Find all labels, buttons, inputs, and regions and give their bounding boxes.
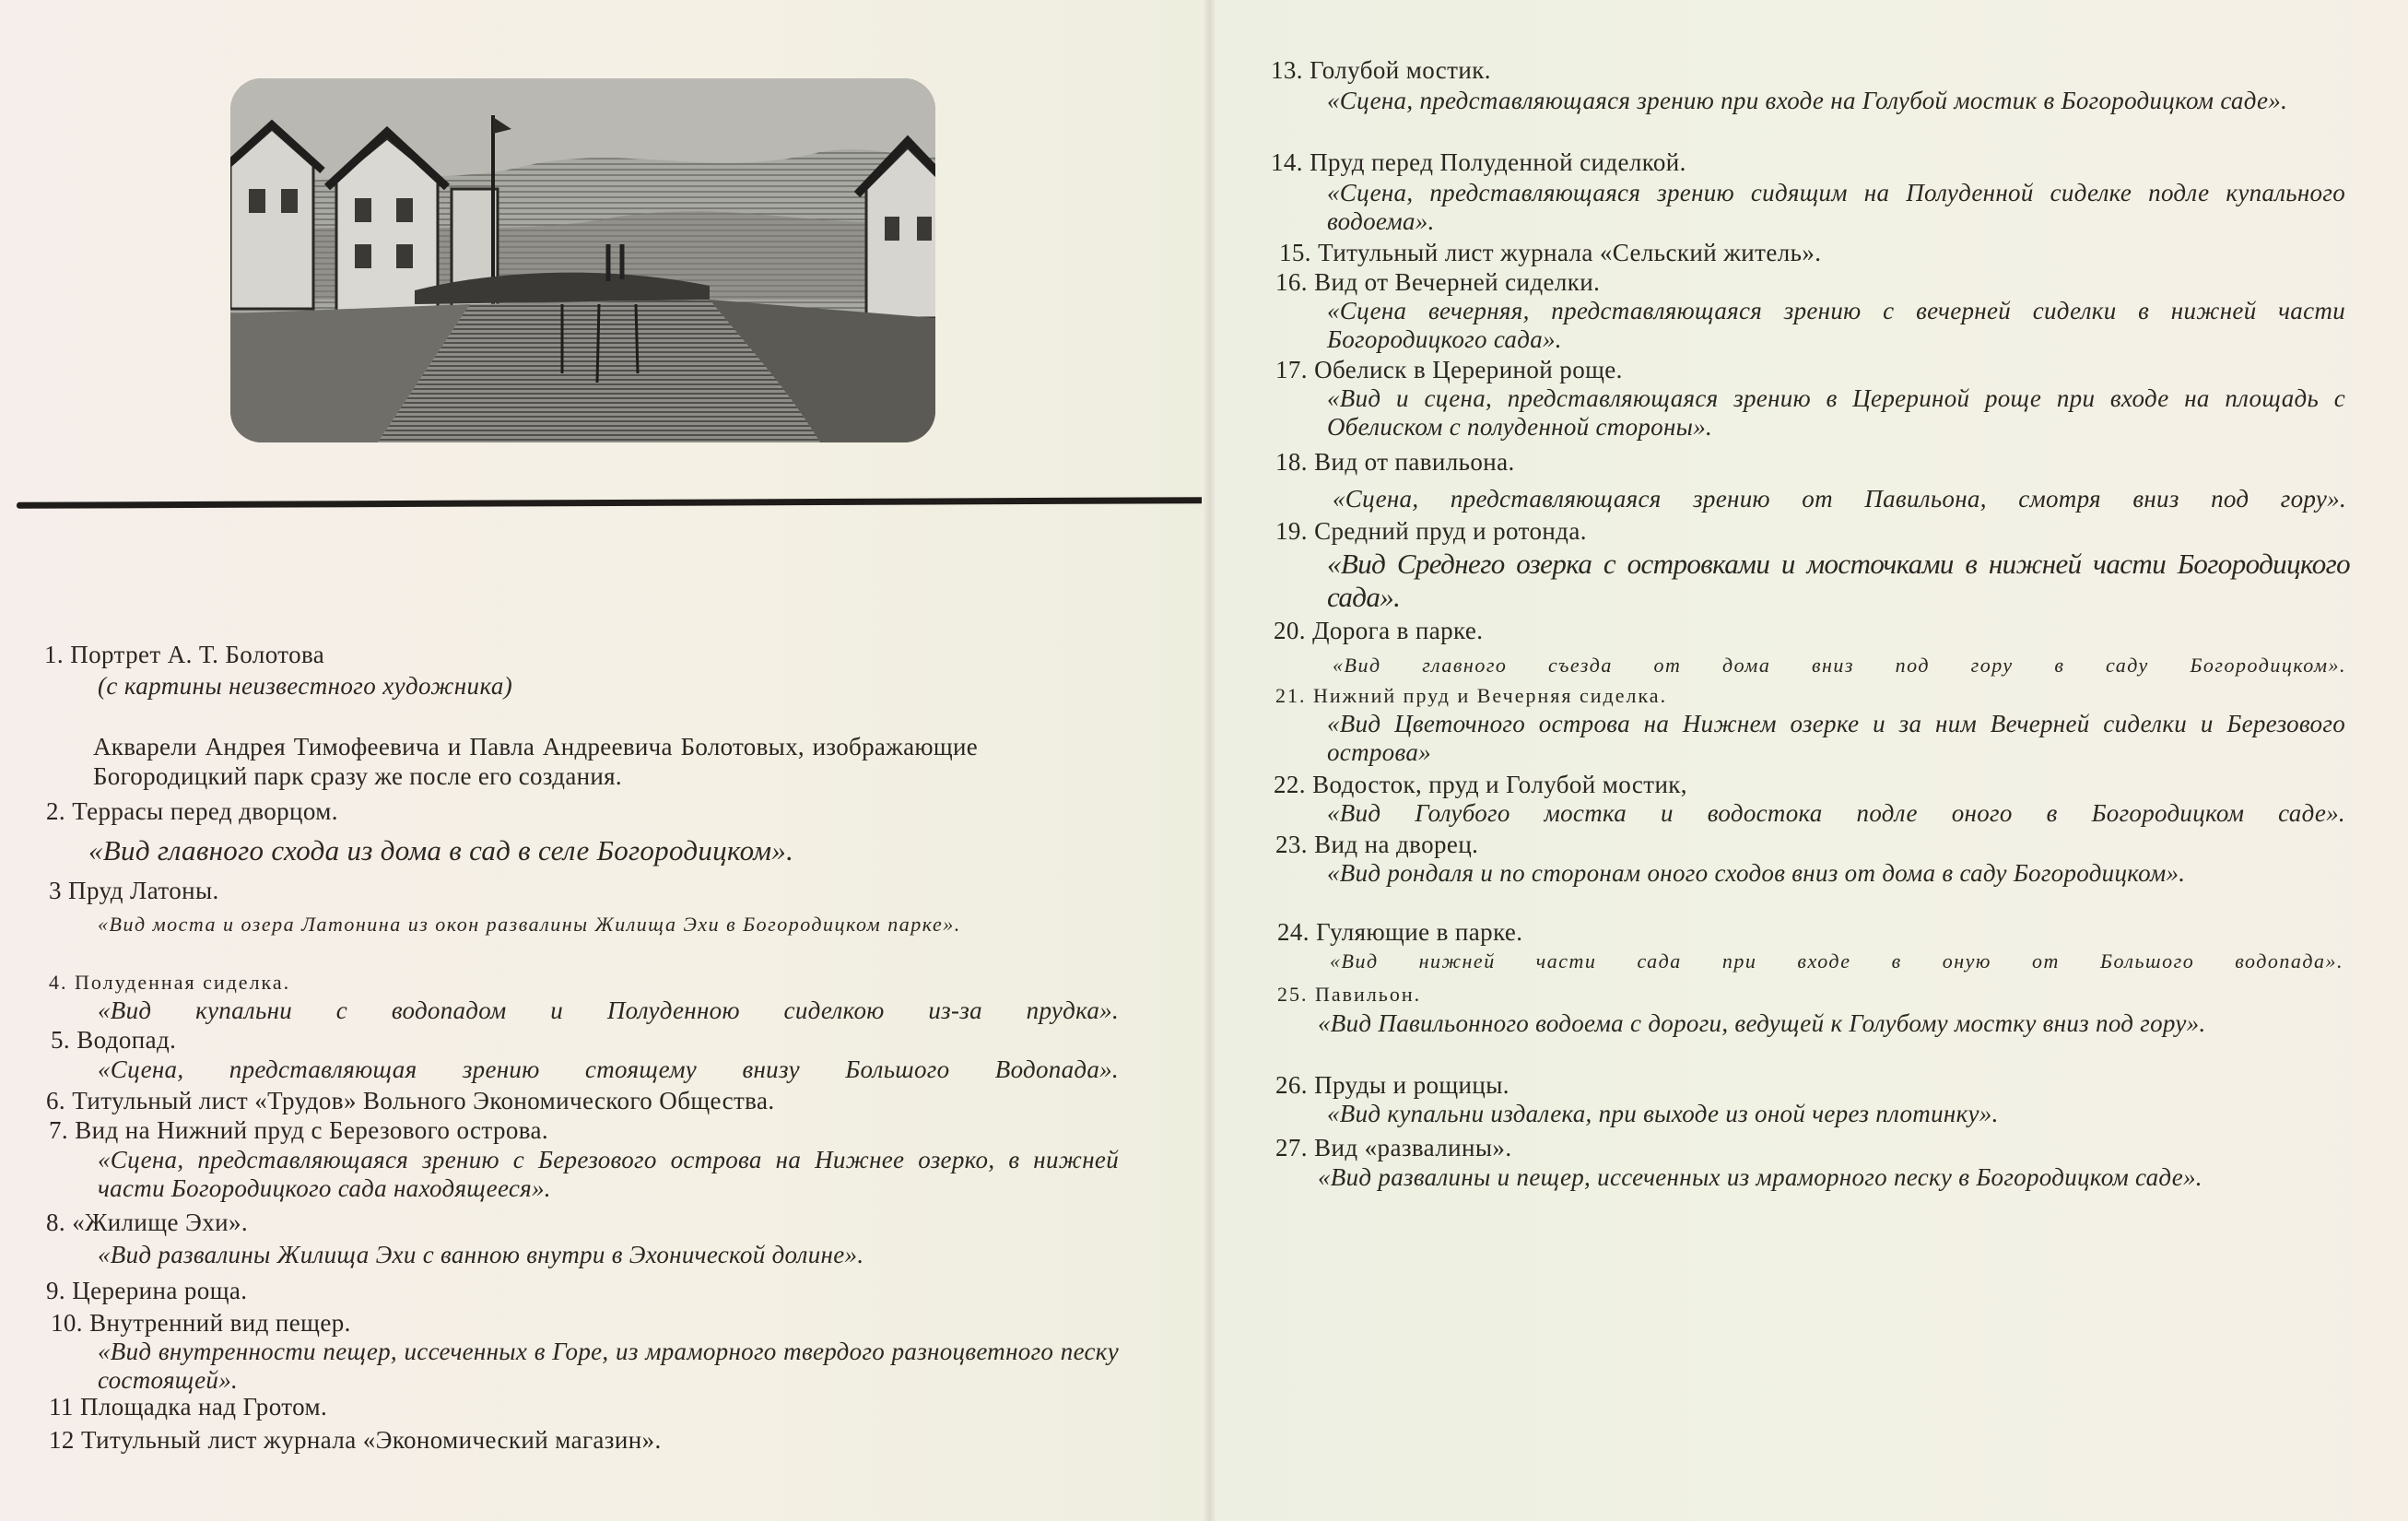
item-27-title: 27. Вид «развалины». — [1275, 1134, 1512, 1161]
item-4-title: 4. Полуденная сиделка. — [49, 971, 291, 994]
item-17-desc: «Вид и сцена, представляющаяся зрению в Церериной роще при входе на площадь с Обелиском с полуденной стороны». — [1327, 384, 2345, 441]
item-23-title: 23. Вид на дворец. — [1275, 831, 1479, 858]
item-22-title: 22. Водосток, пруд и Голубой мостик, — [1274, 771, 1687, 798]
item-7-desc: «Сцена, представляющаяся зрению с Березового острова на Нижнее озерко, в нижней части Богородицкого сада находящееся». — [98, 1146, 1119, 1202]
item-19-title: 19. Средний пруд и ротонда. — [1275, 517, 1587, 545]
item-17-title: 17. Обелиск в Церериной роще. — [1275, 356, 1623, 383]
item-21-desc: «Вид Цветочного острова на Нижнем озерке и за ним Вечерней сиделки и Березового острова» — [1327, 710, 2345, 766]
item-8-title: 8. «Жилище Эхи». — [46, 1209, 249, 1236]
item-9-title: 9. Церерина роща. — [46, 1277, 248, 1304]
right-page — [1215, 0, 2408, 1521]
item-1-title: 1. Портрет А. Т. Болотова — [44, 641, 325, 668]
item-2-title: 2. Террасы перед дворцом. — [46, 797, 338, 825]
item-13-title: 13. Голубой мостик. — [1271, 56, 1491, 84]
item-25-desc: «Вид Павильонного водоема с дороги, ведущей к Голубому мостку вниз под гору». — [1318, 1009, 2206, 1037]
item-11-title: 11 Площадка над Гротом. — [49, 1393, 328, 1421]
item-14-title: 14. Пруд перед Полуденной сиделкой. — [1271, 148, 1686, 176]
engraving-illustration — [230, 78, 935, 442]
item-3-desc: «Вид моста и озера Латонина из окон развалины Жилища Эхи в Богородицком парке». — [98, 913, 961, 936]
item-16-desc: «Сцена вечерняя, представляющаяся зрению с вечерней сиделки в нижней части Богородицкого сада». — [1327, 297, 2345, 353]
item-21-title: 21. Нижний пруд и Вечерняя сиделка. — [1275, 684, 1668, 707]
item-18-desc: «Сцена, представляющаяся зрению от Павильона, смотря вниз под гору». — [1333, 485, 2346, 513]
item-8-desc: «Вид развалины Жилища Эхи с ванною внутри в Эхонической долине». — [98, 1241, 864, 1268]
item-26-desc: «Вид купальни издалека, при выходе из оной через плотинку». — [1327, 1100, 1999, 1127]
item-10-desc: «Вид внутренности пещер, иссеченных в Горе, из мраморного твердого разноцветного песку состоящей». — [98, 1338, 1119, 1394]
item-7-title: 7. Вид на Нижний пруд с Березового острова. — [49, 1116, 549, 1144]
item-27-desc: «Вид развалины и пещер, иссеченных из мраморного песку в Богородицком саде». — [1318, 1163, 2202, 1191]
item-24-title: 24. Гуляющие в парке. — [1277, 918, 1523, 946]
item-5-desc: «Сцена, представляющая зрению стоящему внизу Большого Водопада». — [98, 1055, 1119, 1083]
item-24-desc: «Вид нижней части сада при входе в оную от Большого водопада». — [1330, 949, 2343, 973]
item-20-title: 20. Дорога в парке. — [1274, 617, 1484, 644]
item-18-title: 18. Вид от павильона. — [1275, 448, 1515, 476]
item-12-title: 12 Титульный лист журнала «Экономический магазин». — [49, 1426, 662, 1454]
item-23-desc: «Вид рондаля и по сторонам оного сходов вниз от дома в саду Богородицком». — [1327, 859, 2186, 887]
intro-text: Акварели Андрея Тимофеевича и Павла Андреевича Болотовых, изображающие Богородицкий парк сразу же после его создания. — [93, 733, 978, 790]
item-14-desc: «Сцена, представляющаяся зрению сидящим на Полуденной сиделке подле купального водоема». — [1327, 179, 2345, 235]
item-16-title: 16. Вид от Вечерней сиделки. — [1275, 268, 1601, 296]
item-25-title: 25. Павильон. — [1277, 983, 1422, 1006]
item-5-title: 5. Водопад. — [51, 1026, 177, 1054]
item-13-desc: «Сцена, представляющаяся зрению при входе на Голубой мостик в Богородицком саде». — [1327, 87, 2288, 114]
item-26-title: 26. Пруды и рощицы. — [1275, 1071, 1509, 1099]
horizontal-rule — [17, 497, 1207, 509]
item-19-desc: «Вид Среднего озерка с островками и мосточками в нижней части Богородицкого сада». — [1327, 548, 2350, 613]
item-6-title: 6. Титульный лист «Трудов» Вольного Экономического Общества. — [46, 1087, 775, 1114]
item-4-desc: «Вид купальни с водопадом и Полуденною сиделкою из-за прудка». — [98, 996, 1119, 1024]
item-3-title: 3 Пруд Латоны. — [49, 877, 219, 904]
item-15-title: 15. Титульный лист журнала «Сельский житель». — [1279, 239, 1822, 266]
item-1-note: (с картины неизвестного художника) — [98, 672, 513, 700]
item-22-desc: «Вид Голубого мостка и водостока подле оного в Богородицком саде». — [1327, 799, 2345, 827]
item-2-desc: «Вид главного схода из дома в сад в селе Богородицком». — [88, 834, 794, 867]
item-10-title: 10. Внутренний вид пещер. — [51, 1309, 351, 1337]
item-20-desc: «Вид главного съезда от дома вниз под гору в саду Богородицком». — [1333, 654, 2346, 677]
